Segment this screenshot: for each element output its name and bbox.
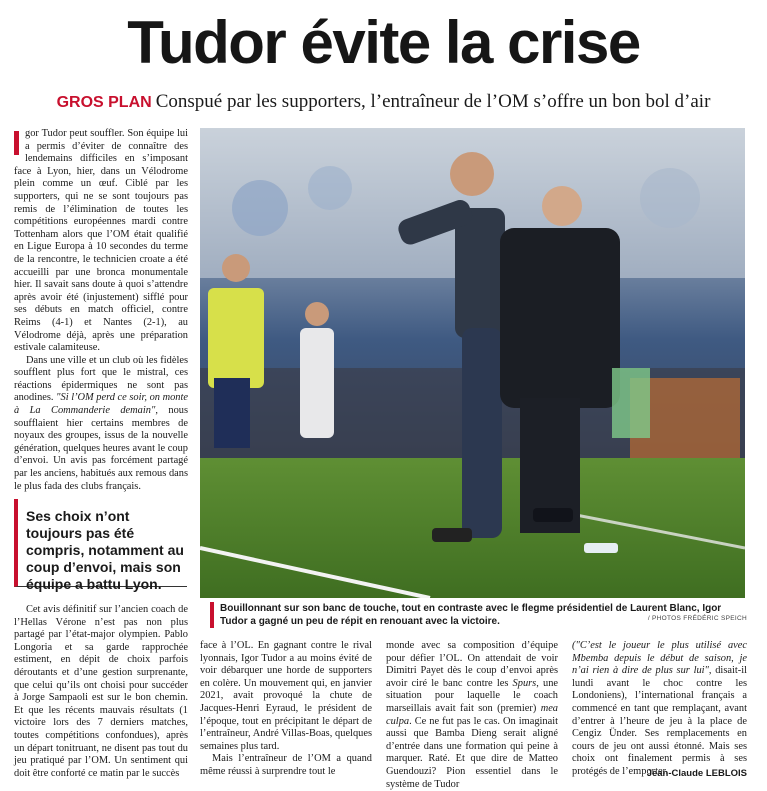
paragraph-4: face à l’OL. En gagnant contre le rival lyonnais, Igor Tudor a au moins évité de voir débarquer une horde de supporters en colère. Un mouvement qui, en janvier 2021, avait provoqué la chute de Jacques-Henri Eyraud, le président de l’époque, tout en précipitant le départ de l’entraîneur, André Villas-Boas, quelques semaines plus tard.	[200, 640, 372, 752]
column-2	[200, 640, 372, 779]
pull-quote: Ses choix n’ont toujours pas été compris, notamment au coup d’envoi, mais son équipe a battu Lyon.	[14, 499, 187, 587]
standfirst-text: Conspué par les supporters, l’entraîneur de l’OM s’offre un bon bol d’air	[155, 91, 711, 112]
paragraph-7: ("C’est le joueur le plus utilisé avec Mbemba depuis le début de saison, je n’ai rien à dire de plus sur lui", disait-il lundi avant le choc contre les Londoniens), l’international français a commencé en tant que remplaçant, avant d’entrer à l’heure de jeu à la place de Cengiz Ünder. Ses remplacements en cours de jeu ont aussi étonné. Mais ses choix ont finalement permis à ses protégés de l’emporter.	[572, 640, 747, 777]
paragraph-6: monde avec sa composition d’équipe pour défier l’OL. On attendait de voir Dimitri Payet dès le coup d’envoi après avoir ciré le banc contre les Spurs, une situation pour laquelle le coach marseillais avait fait son (premier) mea culpa. Ce ne fut pas le cas. On imaginait aussi que Bamba Dieng serait aligné d’entrée dans une formation qui peine à marquer. Raté. Et que dire de Matteo Guendouzi? Pion essentiel dans le système de Tudor	[386, 640, 559, 790]
paragraph-1: gor Tudor peut souffler. Son équipe lui a permis d’éviter de connaître des lendemains difficiles en s’imposant face à Lyon, hier, dans un Vélodrome plein comme un œuf. Ciblé par les supporters, qui ne se sont toujours pas remis de l’élimination de toutes les compétitions européennes mardi contre Tottenham alors que l’OM était qualifié en Ligue Europa à 10 secondes du terme de la rencontre, le technicien croate a été accueilli par une bronca monumentale hier. Il savait sans doute à quoi s’attendre après avoir été (injustement) sifflé pour ses débuts en match officiel, contre Reims (4-1) et Nantes (2-1), au Vélodrome déjà, après une préparation estivale calamiteuse.	[14, 128, 188, 354]
standfirst	[0, 90, 767, 115]
column-4	[572, 640, 747, 779]
column-1	[14, 128, 188, 493]
paragraph-2: Dans une ville et un club où les fidèles soufflent plus fort que le mistral, ces réactions épidermiques ne sont pas anodines. "Si l’OM perd ce soir, on monte à La Commanderie demain", nous soufflaient hier certains membres de noyaux des groupes, issus de la nouvelle génération, quelques heures avant le coup d’envoi. Un avis pas forcément partagé par les anciens, habitués aux remous dans le plus fada des clubs français.	[14, 354, 188, 492]
headline: Tudor évite la crise	[127, 9, 640, 76]
photo-illustration	[200, 128, 745, 598]
photo-credit: / PHOTOS FRÉDÉRIC SPEICH	[647, 615, 747, 622]
paragraph-3: Cet avis définitif sur l’ancien coach de l’Hellas Vérone n’est pas non plus partagé par l’état-major olympien. Pablo Longoria et sa garde rapprochée estiment, en dépit de choix parfois déroutants et d’une gestion surprenante, que celui qu’ils ont choisi pour succéder à Jorge Sampaoli est sur le bon chemin. Et que les récents mauvais résultats (1 victoire lors des 7 derniers matches, toutes compétitions confondues), après un départ tonitruant, ne disent pas tout du jeu pratiqué par l’OM. Un sentiment qui doit être conforté ce matin par le succès	[14, 604, 188, 779]
byline: Jean-Claude LEBLOIS	[646, 768, 747, 779]
match-photo	[200, 128, 745, 598]
photo-caption: Bouillonnant sur son banc de touche, tout en contraste avec le flegme présidentiel de Laurent Blanc, Igor Tudor a gagné un peu de répit en renouant avec la victoire.	[210, 602, 750, 628]
drop-cap-bar	[14, 131, 19, 155]
column-1-continued	[14, 604, 188, 780]
column-3	[386, 640, 558, 791]
paragraph-5: Mais l’entraîneur de l’OM a quand même réussi à surprendre tout le	[200, 753, 372, 777]
kicker: GROS PLAN	[56, 94, 152, 111]
